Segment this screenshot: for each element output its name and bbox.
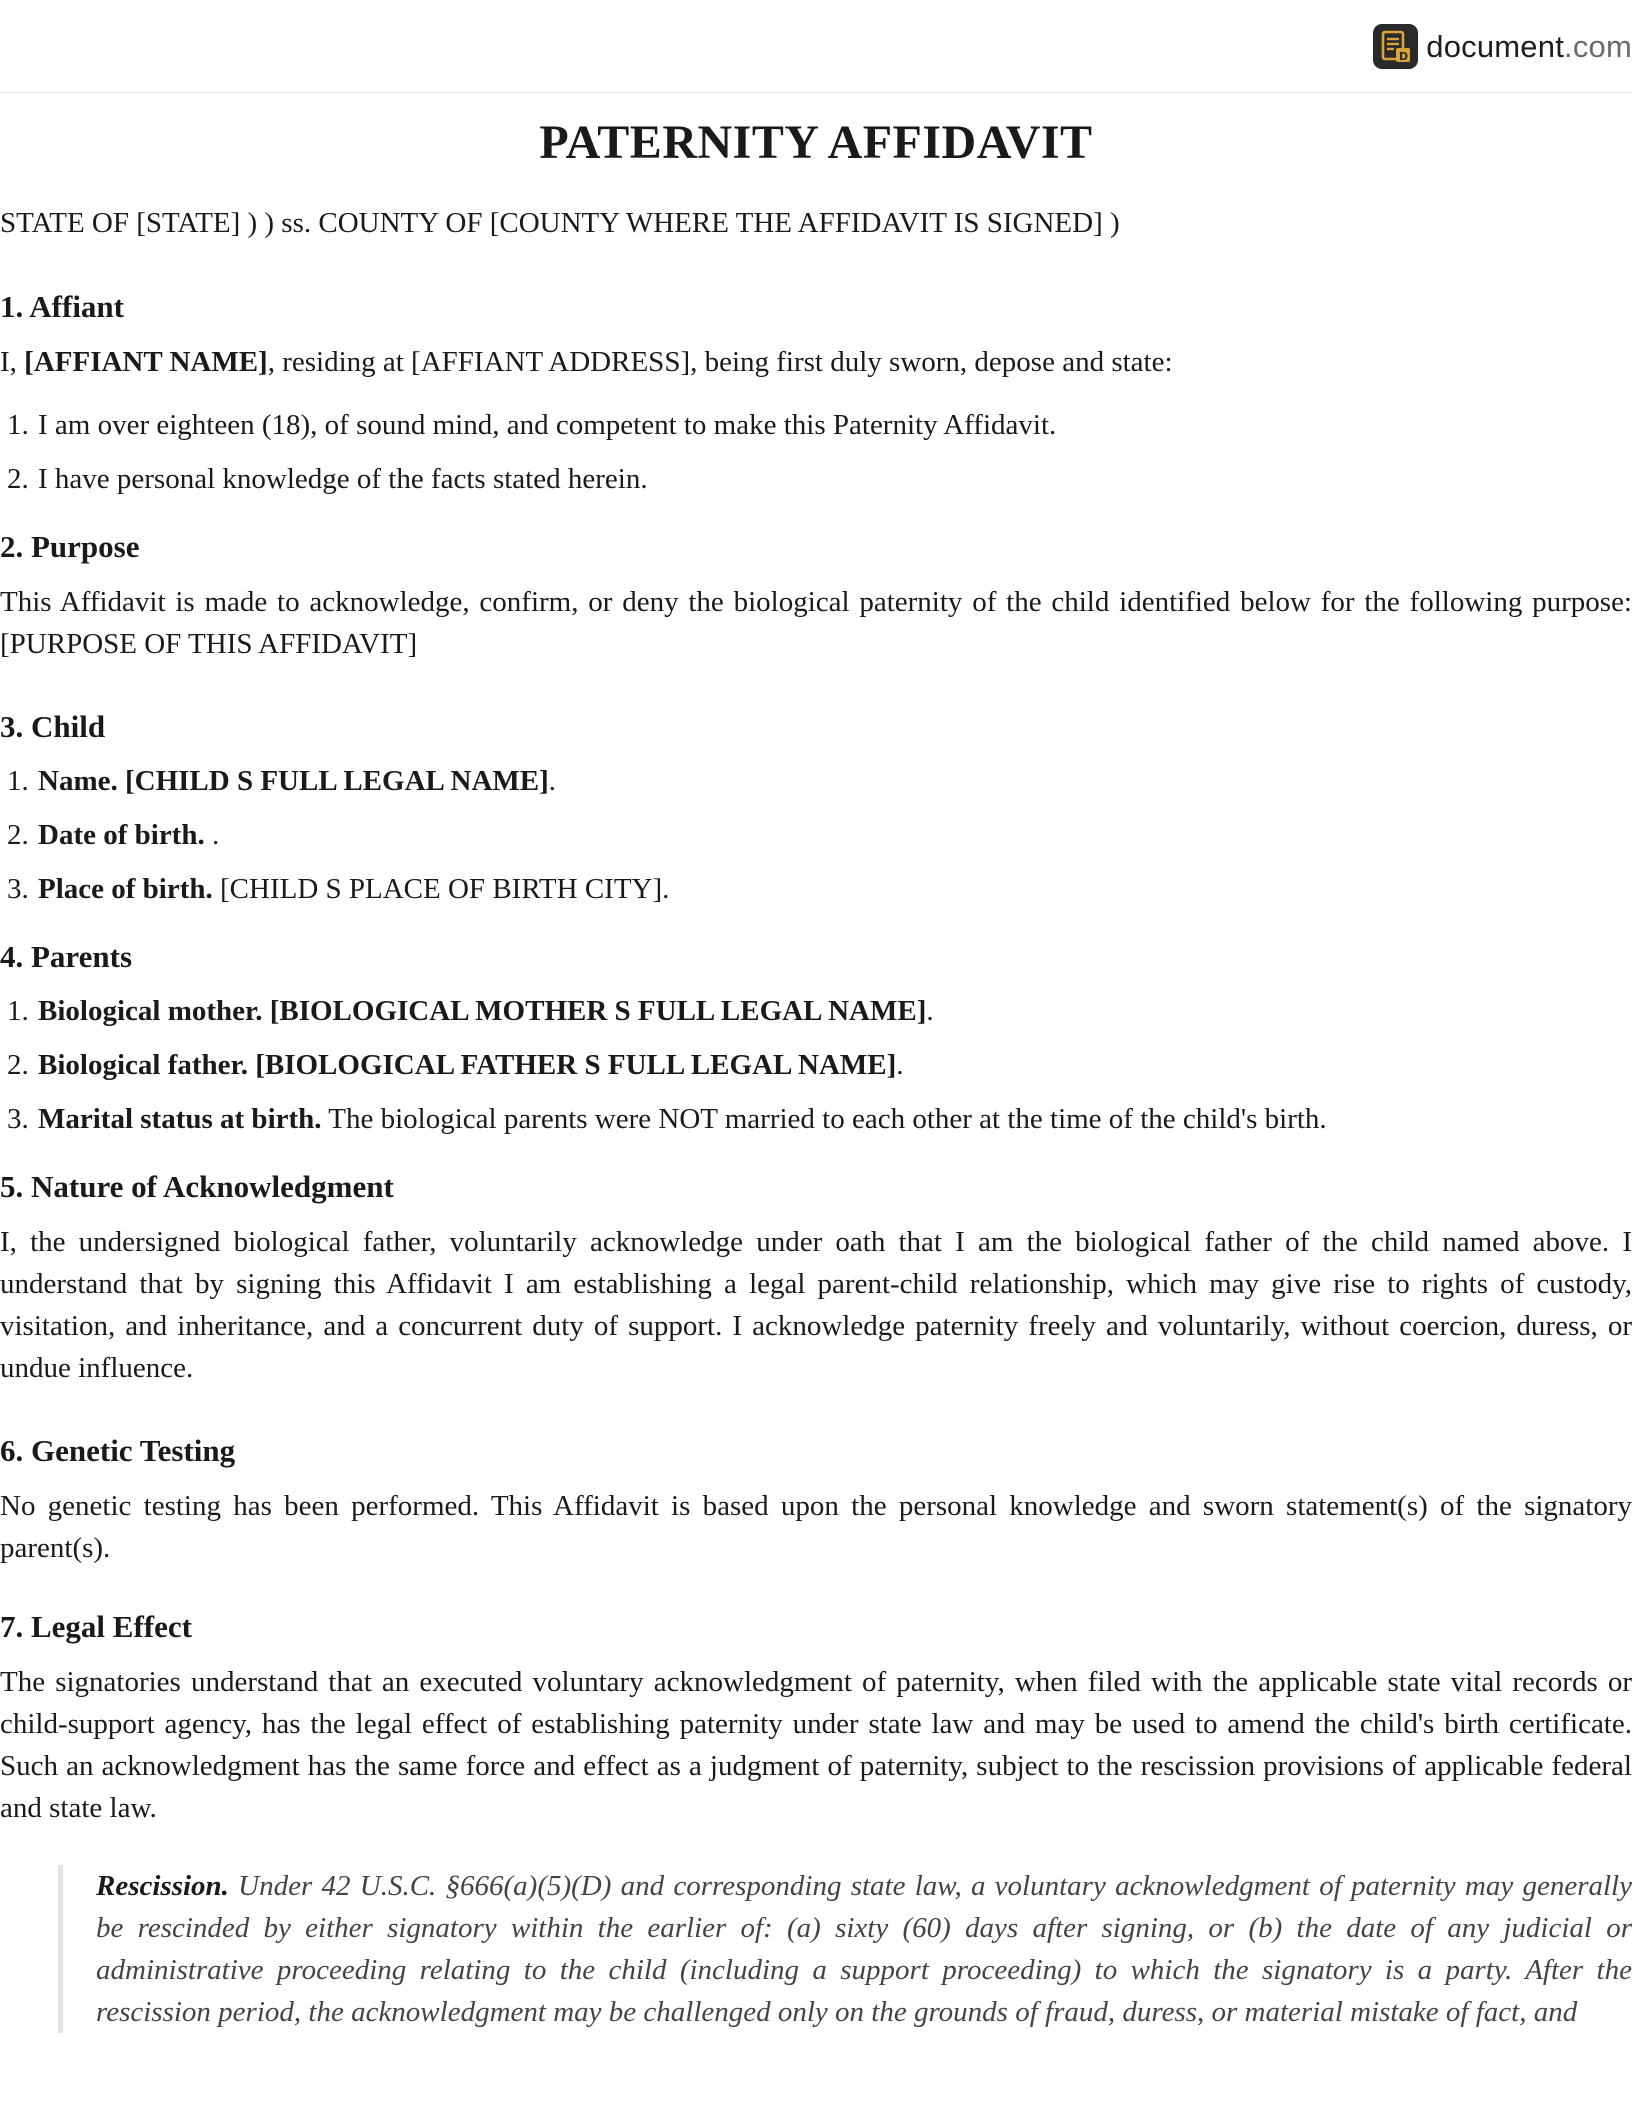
section-heading: 2. Purpose <box>0 529 140 564</box>
venue-line: STATE OF [STATE] ) ) ss. COUNTY OF [COUNTY WHERE THE AFFIDAVIT IS SIGNED] ) <box>0 207 1120 239</box>
top-bar <box>0 0 1632 93</box>
section-parents <box>0 937 1632 1139</box>
section-legal-effect <box>0 1607 1632 2033</box>
rescission-note <box>58 1865 1632 2033</box>
section-heading: 7. Legal Effect <box>0 1609 192 1644</box>
section-acknowledgment <box>0 1167 1632 1389</box>
list-item: 1. I am over eighteen (18), of sound mind, and competent to make this Paternity Affidavit. <box>36 405 1632 445</box>
acknowledgment-text: I, the undersigned biological father, voluntarily acknowledge under oath that I am the biological father of the child named above. I understand that by signing this Affidavit I am establishing a legal parent-child relationship, which may give rise to rights of custody, visitation, and inheritance, and a concurrent duty of support. I acknowledge paternity freely and voluntarily, without coercion, duress, or undue influence. <box>0 1226 1632 1384</box>
affiant-list <box>0 405 1632 499</box>
list-item: 3. Place of birth. [CHILD S PLACE OF BIRTH CITY]. <box>36 869 1632 909</box>
section-heading: 4. Parents <box>0 939 133 974</box>
svg-text:D: D <box>1398 49 1408 63</box>
document-body <box>0 111 1632 2033</box>
section-child <box>0 707 1632 909</box>
brand[interactable] <box>1373 24 1632 69</box>
document-logo-icon <box>1373 24 1418 69</box>
section-heading: 1. Affiant <box>0 289 124 324</box>
brand-name: document.com <box>1426 28 1632 64</box>
section-heading: 5. Nature of Acknowledgment <box>0 1169 394 1204</box>
list-item: 2. Date of birth. . <box>36 815 1632 855</box>
list-item: 3. Marital status at birth. The biological parents were NOT married to each other at the time of the child's birth. <box>36 1099 1632 1139</box>
rescission-text: Rescission. Under 42 U.S.C. §666(a)(5)(D) and corresponding state law, a voluntary acknowledgment of paternity may generally be rescinded by either signatory within the earlier of: (a) sixty (60) days after signing, or (b) the date of any judicial or administrative proceeding relating to the child (including a support proceeding) to which the signatory is a party. After the rescission period, the acknowledgment may be challenged only on the grounds of fraud, duress, or material mistake of fact, and <box>96 1870 1632 2028</box>
affiant-name: [AFFIANT NAME] <box>24 346 268 378</box>
genetic-testing-text: No genetic testing has been performed. This Affidavit is based upon the personal knowledge and sworn statement(s) of the signatory parent(s). <box>0 1490 1632 1564</box>
affiant-intro: I, [AFFIANT NAME], residing at [AFFIANT ADDRESS], being first duly sworn, depose and state: <box>0 346 1173 378</box>
list-item: 1. Biological mother. [BIOLOGICAL MOTHER S FULL LEGAL NAME]. <box>36 991 1632 1031</box>
child-list <box>0 761 1632 909</box>
section-heading: 6. Genetic Testing <box>0 1433 236 1468</box>
document-title: PATERNITY AFFIDAVIT <box>539 116 1093 169</box>
list-item: 2. I have personal knowledge of the facts stated herein. <box>36 459 1632 499</box>
legal-effect-text: The signatories understand that an executed voluntary acknowledgment of paternity, when filed with the applicable state vital records or child-support agency, has the legal effect of establishing paternity under state law and may be used to amend the child's birth certificate. Such an acknowledgment has the same force and effect as a judgment of paternity, subject to the rescission provisions of applicable federal and state law. <box>0 1666 1632 1824</box>
rescission-label: Rescission. <box>96 1870 229 1902</box>
section-heading: 3. Child <box>0 709 106 744</box>
list-item: 2. Biological father. [BIOLOGICAL FATHER S FULL LEGAL NAME]. <box>36 1045 1632 1085</box>
purpose-text: This Affidavit is made to acknowledge, confirm, or deny the biological paternity of the child identified below for the following purpose: [PURPOSE OF THIS AFFIDAVIT] <box>0 586 1632 660</box>
section-affiant <box>0 287 1632 499</box>
section-genetic-testing <box>0 1431 1632 1569</box>
parents-list <box>0 991 1632 1139</box>
section-purpose <box>0 527 1632 665</box>
list-item: 1. Name. [CHILD S FULL LEGAL NAME]. <box>36 761 1632 801</box>
